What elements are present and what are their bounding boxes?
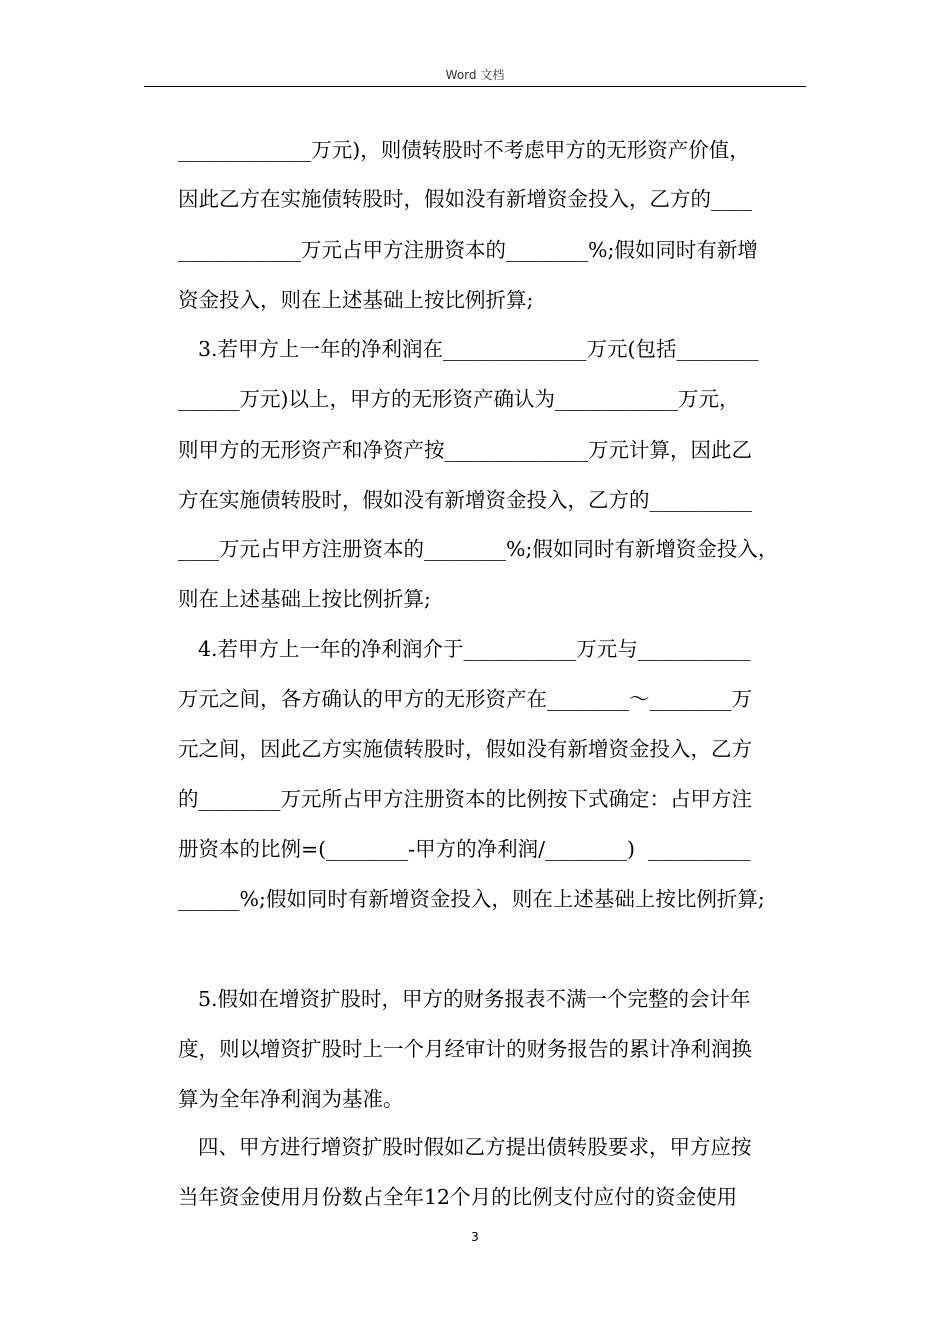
page-number: 3 bbox=[471, 1230, 479, 1244]
text-line: 度，则以增资扩股时上一个月经审计的财务报告的累计净利润换 bbox=[178, 1037, 752, 1061]
text-line: _____________万元)，则债转股时不考虑甲方的无形资产价值， bbox=[178, 138, 750, 162]
text-line: 5.假如在增资扩股时，甲方的财务报表不满一个完整的会计年 bbox=[198, 987, 751, 1011]
text-line: 3.若甲方上一年的净利润在______________万元(包括________ bbox=[198, 337, 759, 361]
text-line: ______%;假如同时有新增资金投入，则在上述基础上按比例折算; bbox=[178, 887, 765, 911]
text-line: 元之间，因此乙方实施债转股时，假如没有新增资金投入，乙方 bbox=[178, 737, 752, 761]
text-line: 册资本的比例=(________-甲方的净利润/________) __________ bbox=[178, 837, 751, 861]
text-line: 因此乙方在实施债转股时，假如没有新增资金投入，乙方的____ bbox=[178, 187, 752, 211]
page-header: Word 文档 bbox=[445, 68, 505, 82]
text-line: 的________万元所占甲方注册资本的比例按下式确定：占甲方注 bbox=[178, 787, 752, 811]
text-line: 资金投入，则在上述基础上按比例折算; bbox=[178, 288, 534, 312]
text-line: 算为全年净利润为基准。 bbox=[178, 1087, 404, 1111]
text-line: 万元之间，各方确认的甲方的无形资产在________～________万 bbox=[178, 687, 752, 711]
header-divider bbox=[144, 86, 806, 87]
text-line: 方在实施债转股时，假如没有新增资金投入，乙方的__________ bbox=[178, 488, 752, 512]
text-line: 当年资金使用月份数占全年12个月的比例支付应付的资金使用 bbox=[178, 1185, 738, 1209]
text-line: ______万元)以上，甲方的无形资产确认为____________万元， bbox=[178, 387, 740, 411]
text-line: 4.若甲方上一年的净利润介于___________万元与___________ bbox=[198, 637, 751, 661]
text-line: ____万元占甲方注册资本的________%;假如同时有新增资金投入， bbox=[178, 537, 779, 561]
text-line: ____________万元占甲方注册资本的________%;假如同时有新增 bbox=[178, 238, 758, 262]
text-line: 四、甲方进行增资扩股时假如乙方提出债转股要求，甲方应按 bbox=[198, 1135, 752, 1159]
text-line: 则甲方的无形资产和净资产按______________万元计算，因此乙 bbox=[178, 438, 752, 462]
text-line: 则在上述基础上按比例折算; bbox=[178, 587, 431, 611]
